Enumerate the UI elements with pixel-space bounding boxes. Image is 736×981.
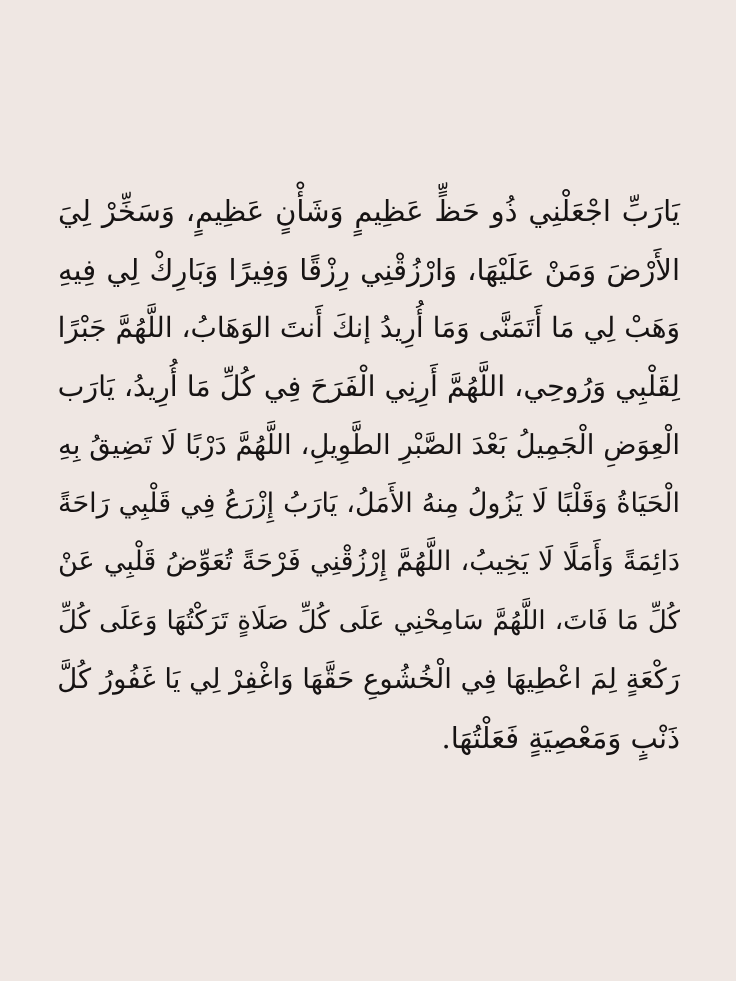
prayer-line-7: دَائِمَةً وَأَمَلًا لَا يَخِيبُ، اللَّهُمَّ إِرْزُقْنِي فَرْحَةً تُعَوِّضُ قَلْبِي عَنْ xyxy=(58,546,680,577)
prayer-line-5: الْعِوَضِ الْجَمِيلُ بَعْدَ الصَّبْرِ الطَّوِيلِ، اللَّهُمَّ دَرْبًا لَا تَضِيقُ بِهِ xyxy=(58,429,680,461)
prayer-line-3: وَهَبْ لِي مَا أَتَمَنَّى وَمَا أُرِيدُ إنكَ أَنتَ الوَهَابُ، اللَّهُمَّ جَبْرًا xyxy=(57,311,680,344)
prayer-line-8: كُلِّ مَا فَاتَ، اللَّهُمَّ سَامِحْنِي عَلَى كُلِّ صَلَاةٍ تَرَكْتُهَا وَعَلَى كُلِّ xyxy=(58,605,680,636)
prayer-line-2: الأَرْضَ وَمَنْ عَلَيْهَا، وَارْزُقْنِي رِزْقًا وَفِيرًا وَبَارِكْ لِي فِيهِ xyxy=(58,252,680,287)
prayer-line-4: لِقَلْبِي وَرُوحِي، اللَّهُمَّ أَرِنِي الْفَرَحَ فِي كُلِّ مَا أُرِيدُ، يَارَب xyxy=(57,369,680,403)
prayer-text-block xyxy=(58,182,680,767)
prayer-line-9: رَكْعَةٍ لِمَ اعْطِيهَا فِي الْخُشُوعِ حَقَّهَا وَاغْفِرْ لِي يَا غَفُورُ كُلَّ xyxy=(57,663,680,695)
prayer-line-6: الْحَيَاةُ وَقَلْبًا لَا يَزُولُ مِنهُ الأَمَلُ، يَارَبُ إِزْرَعُ فِي قَلْبِي رَاحَةً xyxy=(58,487,680,519)
prayer-line-10: ذَنْبٍ وَمَعْصِيَةٍ فَعَلْتُهَا. xyxy=(441,720,680,755)
prayer-line-1: يَارَبِّ اجْعَلْنِي ذُو حَظٍّ عَظِيمٍ وَشَأْنٍ عَظِيمٍ، وَسَخِّرْ لِيَ xyxy=(58,194,680,228)
